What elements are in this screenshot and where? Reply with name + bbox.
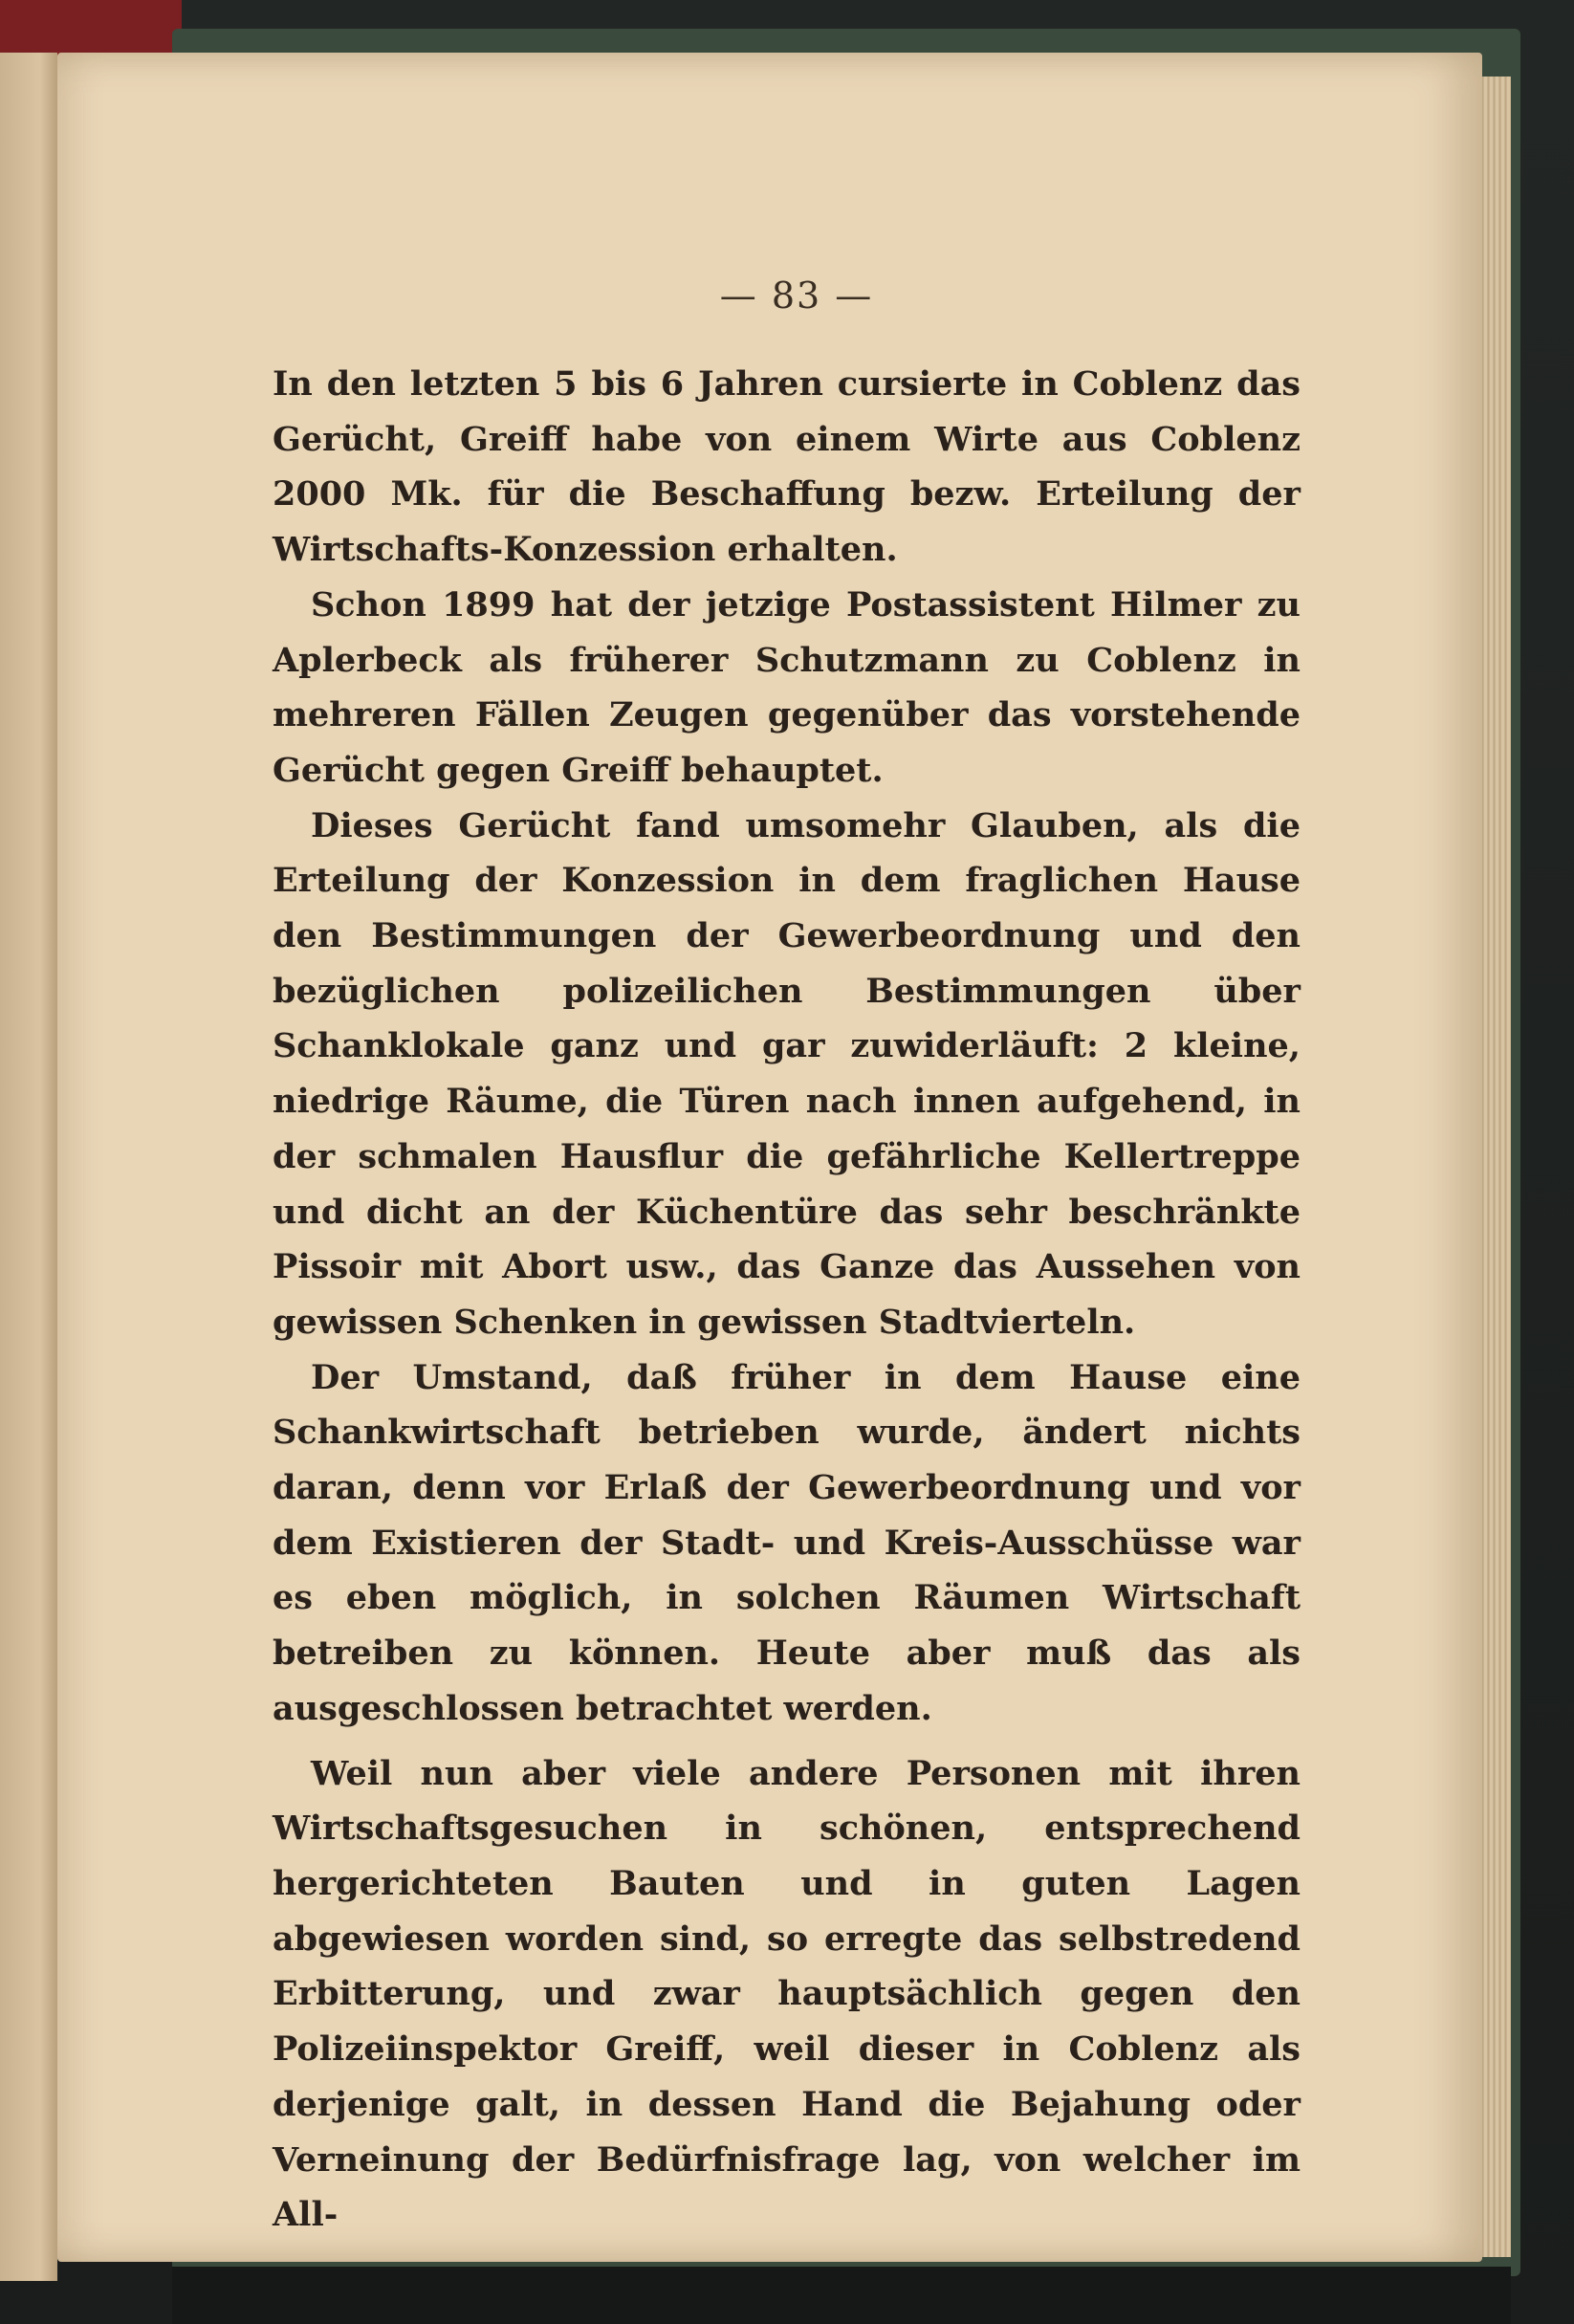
paragraph: Weil nun aber viele andere Personen mit ihren Wirtschaftsgesuchen in schönen, entsprechend hergerichteten Bauten und in guten Lagen abgewiesen worden sind, so erregte das selbstredend Erbitterung, und zwar hauptsächlich gegen den Polizeiinspektor Greiff, weil dieser in Coblenz als derjenige galt, in dessen Hand die Bejahung oder Verneinung der Bedürfnisfrage lag, von welcher im All- bbox=[273, 1753, 1301, 2235]
left-page-edge bbox=[0, 53, 57, 2281]
page-number: — 83 — bbox=[719, 274, 874, 317]
paragraph: Der Umstand, daß früher in dem Hause eine Schankwirtschaft betrieben wurde, ändert nichts daran, denn vor Erlaß der Gewerbeordnung und vor dem Existieren der Stadt- und Kreis-Ausschüsse war es eben möglich, in solchen Räumen Wirtschaft betreiben zu können. Heute aber muß das als ausgeschlossen betrachtet werden. bbox=[273, 1357, 1301, 1728]
book-spine-strip bbox=[0, 0, 182, 57]
scan-bottom-band bbox=[172, 2267, 1511, 2324]
book-page bbox=[57, 53, 1482, 2262]
paragraph: Schon 1899 hat der jetzige Postassistent Hilmer zu Aplerbeck als früherer Schutzmann zu Coblenz in mehreren Fällen Zeugen gegenüber das vorstehende Gerücht gegen Greiff behauptet. bbox=[273, 584, 1301, 790]
paragraph: Dieses Gerücht fand umsomehr Glauben, als die Erteilung der Konzession in dem fraglichen Hause den Bestimmungen der Gewerbeordnung und den bezüglichen polizeilichen Bestimmungen über Schanklokale ganz und gar zuwiderläuft: 2 kleine, niedrige Räume, die Türen nach innen aufgehend, in der schmalen Hausflur die gefährliche Kellertreppe und dicht an der Küchentüre das sehr beschränkte Pissoir mit Abort usw., das Ganze das Aussehen von gewissen Schenken in gewissen Stadtvierteln. bbox=[273, 805, 1301, 1342]
paragraph: In den letzten 5 bis 6 Jahren cursierte in Coblenz das Gerücht, Greiff habe von einem Wirte aus Coblenz 2000 Mk. für die Beschaffung bezw. Erteilung der Wirtschafts-Konzession erhalten. bbox=[273, 364, 1301, 570]
body-text bbox=[273, 357, 1301, 2243]
